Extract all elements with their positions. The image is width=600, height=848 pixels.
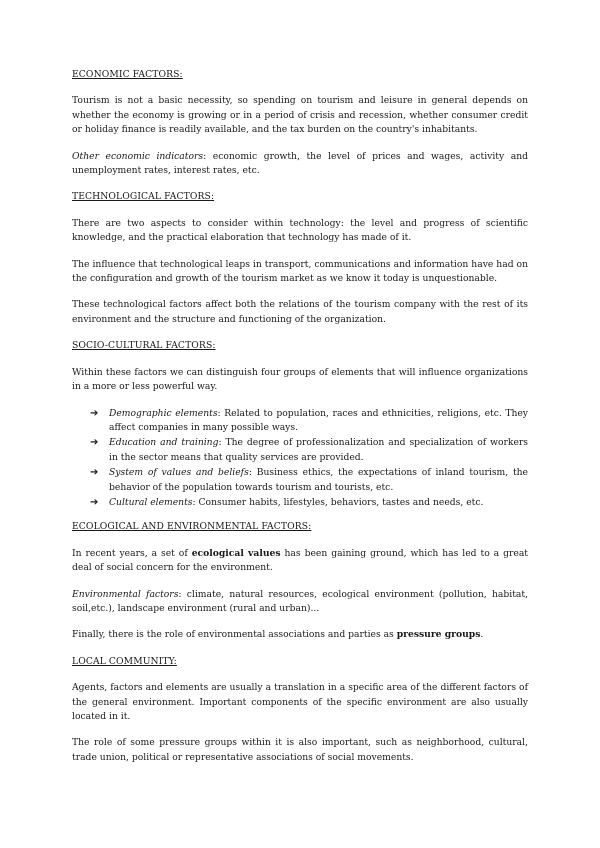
italic-term: Demographic elements xyxy=(109,407,218,419)
section-heading-local-community xyxy=(72,655,528,669)
list-item-text: : Business ethics, the expectations of inland tourism, the behavior of the population towards tourism and tourists, etc. xyxy=(109,467,528,493)
heading-text: ECOLOGICAL AND ENVIRONMENTAL FACTORS xyxy=(72,521,309,533)
paragraph xyxy=(72,628,528,642)
heading-text: LOCAL COMMUNITY xyxy=(72,655,174,667)
paragraph xyxy=(72,150,528,179)
italic-term: System of values and beliefs xyxy=(109,467,249,479)
arrow-icon: ➔ xyxy=(90,437,99,449)
section-heading-ecological xyxy=(72,520,528,534)
heading-colon: : xyxy=(210,191,215,203)
heading-colon: : xyxy=(173,655,177,667)
paragraph xyxy=(72,588,528,617)
heading-colon: : xyxy=(308,521,312,533)
italic-term: Cultural elements xyxy=(109,496,193,508)
italic-term: Other economic indicators xyxy=(72,150,204,162)
paragraph xyxy=(72,547,528,576)
bold-term: pressure groups xyxy=(396,629,481,641)
list-item-text: : Related to population, races and ethnicities, religions, etc. They affect companies in many possible ways. xyxy=(109,407,529,433)
list-item xyxy=(72,466,528,495)
list-item xyxy=(72,436,528,465)
document-page xyxy=(72,68,528,777)
list-item-text: : The degree of professionalization and specialization of workers in the sector means that quality services are provided. xyxy=(109,437,528,463)
section-heading-technological xyxy=(72,190,528,204)
paragraph: Tourism is not a basic necessity, so spending on tourism and leisure in general depends on whether the economy is growing or in a period of crisis and recession, whether consumer credit or holiday finance is readily available, and the tax burden on the country's inhabitants. xyxy=(72,95,528,136)
heading-colon: : xyxy=(212,340,216,352)
paragraph: Agents, factors and elements are usually a translation in a specific area of the different factors of the general environment. Important components of the specific environment are also usually located in it. xyxy=(72,682,528,722)
list-item xyxy=(72,407,528,436)
heading-colon: : xyxy=(179,69,183,80)
paragraph: There are two aspects to consider within technology: the level and progress of scientific knowledge, and the practical elaboration that technology has made of it. xyxy=(72,217,528,244)
paragraph-text: Finally, there is the role of environmental associations and parties as xyxy=(72,629,397,641)
paragraph-text: has been gaining ground, which has led to a great deal of social concern for the environment. xyxy=(72,547,528,574)
heading-text: ECONOMIC FACTORS xyxy=(72,69,180,80)
section-heading-sociocultural xyxy=(72,339,528,353)
paragraph-text: : economic growth, the level of prices and wages, activity and unemployment rates, interest rates, etc. xyxy=(72,150,528,177)
italic-term: Education and training xyxy=(109,437,219,449)
paragraph-text: In recent years, a set of xyxy=(72,547,192,559)
paragraph-text: . xyxy=(480,629,484,641)
paragraph: These technological factors affect both the relations of the tourism company with the rest of its environment and the structure and functioning of the organization. xyxy=(72,299,528,325)
italic-term: Environmental factors xyxy=(72,588,179,600)
bullet-list xyxy=(72,407,528,511)
arrow-icon: ➔ xyxy=(90,467,99,479)
list-item xyxy=(72,496,528,510)
paragraph: The influence that technological leaps in transport, communications and information have had on the configuration and growth of the tourism market as we know it today is unquestionable. xyxy=(72,258,528,285)
section-heading-economic xyxy=(72,68,528,82)
paragraph-text: : climate, natural resources, ecological environment (pollution, habitat, soil,etc.), landscape environment (rural and urban)... xyxy=(72,588,528,614)
bold-term: ecological values xyxy=(191,547,281,559)
heading-text: TECHNOLOGICAL FACTORS xyxy=(72,191,211,203)
arrow-icon: ➔ xyxy=(90,407,99,419)
paragraph: The role of some pressure groups within it is also important, such as neighborhood, cultural, trade union, political or representative associations of social movements. xyxy=(72,737,528,763)
list-item-text: : Consumer habits, lifestyles, behaviors, tastes and needs, etc. xyxy=(192,496,484,508)
paragraph: Within these factors we can distinguish four groups of elements that will influence organizations in a more or less powerful way. xyxy=(72,366,528,393)
heading-text: SOCIO-CULTURAL FACTORS xyxy=(72,340,213,352)
arrow-icon: ➔ xyxy=(90,496,99,508)
